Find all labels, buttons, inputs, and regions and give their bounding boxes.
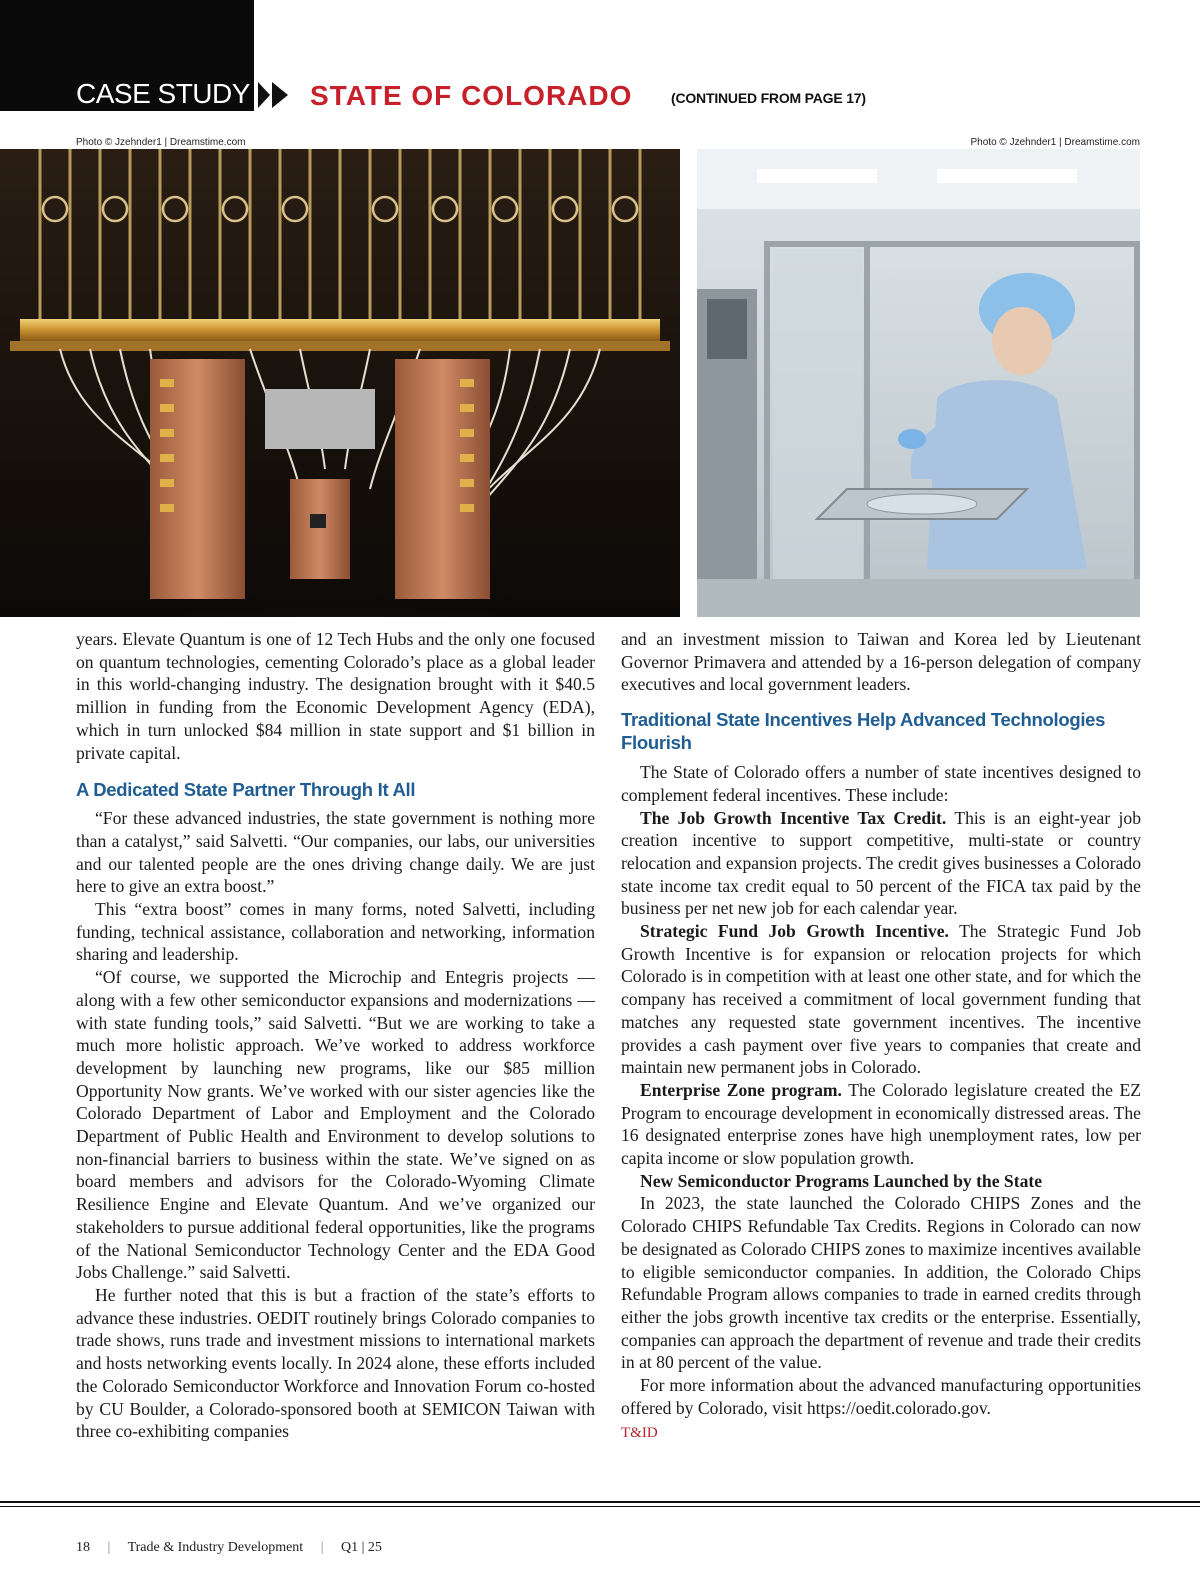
body-paragraph: and an investment mission to Taiwan and Korea led by Lieutenant Governor Primavera and attended by a 16-person delegation of company executives and local government leaders. <box>621 629 1141 695</box>
section-heading: Traditional State Incentives Help Advanced Technologies Flourish <box>621 709 1106 754</box>
cleanroom-worker-photo <box>697 149 1140 617</box>
issue-label: Q1 | 25 <box>341 1540 382 1555</box>
incentive-description: The Strategic Fund Job Growth Incentive is for expansion or relocation projects for which Colorado is in competition with at least one other state, and for which the company has received a commitment of local government funding that matches any requested state government incentives. The incentive provides a cash payment over five years to companies that create and maintain new permanent jobs in Colorado. <box>621 921 1141 1078</box>
body-paragraph: For more information about the advanced manufacturing opportunities offered by Colorado, visit https://oedit.colorado.gov. <box>621 1375 1141 1418</box>
body-paragraph: “For these advanced industries, the state government is nothing more than a catalyst,” said Salvetti. “Our companies, our labs, our universities and our talented people are the ones driving change daily. We are just here to give an extra boost.” <box>76 808 595 897</box>
quantum-computer-photo <box>0 149 680 617</box>
footer-rule <box>0 1506 1200 1507</box>
double-arrow-icon <box>258 80 294 110</box>
section-label: CASE STUDY <box>76 78 250 109</box>
section-heading: A Dedicated State Partner Through It All <box>76 779 416 801</box>
incentive-description: This is an eight-year job creation incentive to support competitive, multi-state or country relocation and expansion projects. The credit gives businesses a Colorado state income tax credit equal to 50 percent of the FICA tax paid by the business per net new job for each calendar year. <box>621 807 1141 919</box>
incentive-description: The Colorado legislature created the EZ Program to encourage development in economically distressed areas. The 16 designated enterprise zones have high unemployment rates, low per capita income or slow population growth. <box>621 1079 1141 1169</box>
page-number: 18 <box>76 1540 90 1555</box>
incentive-name: Strategic Fund Job Growth Incentive. <box>640 921 949 942</box>
footer-rule <box>0 1501 1200 1503</box>
body-paragraph <box>621 920 1141 1079</box>
body-paragraph: In 2023, the state launched the Colorado CHIPS Zones and the Colorado CHIPS Refundable Tax Credits. Regions in Colorado can now be designated as Colorado CHIPS zones to maximize incentives available to eligible semiconductor companies. In addition, the Colorado Chips Refundable Program allows companies to trade in earned credits through either the jobs growth incentive tax credits or the enterprise. Essentially, companies can approach the department of revenue and trade their credits in at 80 percent of the value. <box>621 1193 1141 1373</box>
publication-name: Trade & Industry Development <box>127 1540 304 1555</box>
continued-note: (CONTINUED FROM PAGE 17) <box>671 90 866 106</box>
incentive-name: Enterprise Zone program. <box>640 1079 842 1100</box>
body-paragraph <box>621 1079 1141 1170</box>
body-paragraph: “Of course, we supported the Microchip and Entegris projects — along with a few other semiconductor expansions and modernizations — with state funding tools,” said Salvetti. “But we are working to take a much more holistic approach. We’ve worked to address workforce development by launching new programs, like our $85 million Opportunity Now grants. We’ve worked with our sister agencies like the Colorado Department of Labor and Employment and the Colorado Department of Public Health and Environment to develop solutions to non-financial barriers to business within the state. We’ve signed on as board members and advisors for the Colorado-Wyoming Climate Resilience Engine and Elevate Quantum. And we’ve organized our stakeholders to pursue additional federal opportunities, like the programs of the National Semiconductor Technology Center and the EDA Good Jobs Challenge.” said Salvetti. <box>76 967 595 1283</box>
incentive-name: The Job Growth Incentive Tax Credit. <box>640 807 947 828</box>
left-column <box>76 628 595 1443</box>
page-title: STATE OF COLORADO <box>310 80 633 111</box>
page-footer <box>76 1540 396 1556</box>
photo-credit-right: Photo © Jzehnder1 | Dreamstime.com <box>970 137 1140 148</box>
body-paragraph: The State of Colorado offers a number of state incentives designed to complement federal incentives. These include: <box>621 762 1141 805</box>
body-paragraph <box>621 807 1141 921</box>
body-paragraph: He further noted that this is but a fraction of the state’s efforts to advance these industries. OEDIT routinely brings Colorado companies to trade shows, runs trade and investment missions to international markets and hosts networking events locally. In 2024 alone, these efforts included the Colorado Semiconductor Workforce and Innovation Forum co-hosted by CU Boulder, a Colorado-sponsored booth at SEMICON Taiwan with three co-exhibiting companies <box>76 1284 595 1442</box>
footer-divider: | <box>107 1540 111 1555</box>
end-mark: T&ID <box>621 1424 658 1441</box>
photo-credit-left: Photo © Jzehnder1 | Dreamstime.com <box>76 137 246 148</box>
right-column <box>621 628 1141 1444</box>
body-paragraph: This “extra boost” comes in many forms, noted Salvetti, including funding, technical assistance, collaboration and networking, information sharing and leadership. <box>76 899 595 965</box>
inline-heading: New Semiconductor Programs Launched by the State <box>640 1170 1043 1191</box>
body-paragraph: years. Elevate Quantum is one of 12 Tech Hubs and the only one focused on quantum technologies, cementing Colorado’s place as a global leader in this world-changing industry. The designation brought with it $40.5 million in funding from the Economic Development Agency (EDA), which in turn unlocked $84 million in state support and $1 billion in private capital. <box>76 629 595 763</box>
footer-divider: | <box>320 1540 324 1555</box>
